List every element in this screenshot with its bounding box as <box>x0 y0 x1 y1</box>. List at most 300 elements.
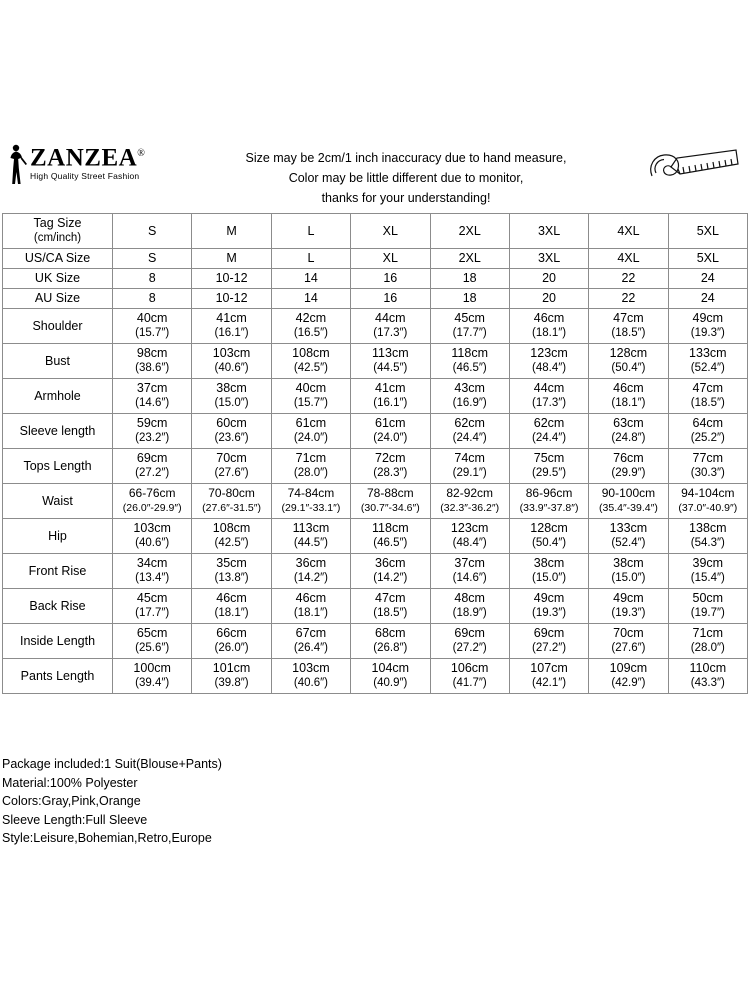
table-row-au-size <box>3 289 748 309</box>
row-label-back-rise: Back Rise <box>3 589 113 624</box>
cell-metric: 86-96cm <box>525 486 573 500</box>
cell <box>351 344 430 379</box>
cell-imperial: (18.1″) <box>611 397 646 409</box>
table-row-pants-length <box>3 659 748 694</box>
cell <box>271 519 350 554</box>
cell <box>113 414 192 449</box>
cell-metric: 47cm <box>375 591 406 605</box>
cell-metric: 82-92cm <box>446 486 494 500</box>
cell <box>509 414 588 449</box>
cell-metric: 65cm <box>136 626 168 640</box>
cell-metric: 103cm <box>212 346 251 360</box>
cell-metric: 61cm <box>375 416 406 430</box>
cell-metric: 110cm <box>689 661 727 675</box>
cell-metric: 59cm <box>136 416 168 430</box>
cell <box>509 554 588 589</box>
cell-metric: 36cm <box>375 556 406 570</box>
cell: 4XL <box>589 214 668 249</box>
cell-metric: 113cm <box>292 521 330 535</box>
cell <box>113 554 192 589</box>
cell-imperial: (52.4″) <box>690 362 725 374</box>
cell <box>589 589 668 624</box>
registered-mark: ® <box>137 148 146 159</box>
cell <box>351 379 430 414</box>
cell-imperial: (46.5″) <box>452 362 487 374</box>
row-label-au-size: AU Size <box>3 289 113 309</box>
cell-metric: 133cm <box>609 521 648 535</box>
cell: 3XL <box>509 249 588 269</box>
cell-metric: 118cm <box>451 346 488 360</box>
cell <box>192 659 271 694</box>
table-row-armhole <box>3 379 748 414</box>
cell <box>113 344 192 379</box>
cell: XL <box>351 249 430 269</box>
cell <box>430 589 509 624</box>
cell-metric: 34cm <box>136 556 168 570</box>
cell-imperial: (25.6″) <box>135 642 170 654</box>
cell <box>271 659 350 694</box>
cell-imperial: (16.5″) <box>293 327 328 339</box>
cell <box>351 484 430 519</box>
cell: 18 <box>430 269 509 289</box>
cell-imperial: (43.3″) <box>690 677 725 689</box>
cell-imperial: (28.0″) <box>293 467 328 479</box>
cell <box>668 554 747 589</box>
cell-imperial: (27.2″) <box>452 642 487 654</box>
cell-imperial: (27.2″) <box>532 642 567 654</box>
cell-imperial: (40.6″) <box>214 362 249 374</box>
cell-imperial: (15.4″) <box>690 572 725 584</box>
cell-imperial: (28.3″) <box>373 467 408 479</box>
cell-imperial: (17.7″) <box>452 327 487 339</box>
cell <box>192 379 271 414</box>
cell-imperial: (15.7″) <box>135 327 170 339</box>
table-row-bust <box>3 344 748 379</box>
cell-metric: 74cm <box>454 451 485 465</box>
table-row-sleeve-length <box>3 414 748 449</box>
cell-imperial: (50.4″) <box>611 362 646 374</box>
cell-imperial: (14.2″) <box>373 572 408 584</box>
cell-imperial: (30.7″-34.6″) <box>360 502 420 514</box>
cell-metric: 50cm <box>692 591 724 605</box>
cell-metric: 75cm <box>533 451 565 465</box>
cell <box>113 309 192 344</box>
cell-metric: 94-104cm <box>681 486 735 500</box>
cell-metric: 71cm <box>295 451 327 465</box>
cell-metric: 108cm <box>212 521 251 535</box>
cell <box>271 344 350 379</box>
cell-metric: 74-84cm <box>287 486 335 500</box>
cell-metric: 40cm <box>136 311 168 325</box>
cell <box>509 589 588 624</box>
cell <box>192 414 271 449</box>
cell <box>113 484 192 519</box>
cell-imperial: (54.3″) <box>690 537 725 549</box>
cell-imperial: (14.6″) <box>452 572 487 584</box>
cell: 10-12 <box>192 289 271 309</box>
cell-imperial: (16.1″) <box>214 327 249 339</box>
cell <box>668 309 747 344</box>
cell-metric: 128cm <box>609 346 648 360</box>
cell-imperial: (38.6″) <box>135 362 170 374</box>
cell-imperial: (24.0″) <box>293 432 328 444</box>
cell-metric: 70cm <box>216 451 247 465</box>
cell <box>589 309 668 344</box>
cell <box>589 449 668 484</box>
row-label-uk-size: UK Size <box>3 269 113 289</box>
cell <box>271 554 350 589</box>
cell-metric: 76cm <box>613 451 644 465</box>
cell: 18 <box>430 289 509 309</box>
disclaimer-line-1: Size may be 2cm/1 inch inaccuracy due to hand measure, <box>245 151 567 165</box>
cell: 8 <box>113 289 192 309</box>
cell-imperial: (44.5″) <box>293 537 328 549</box>
measurement-disclaimer <box>182 140 630 208</box>
row-label-tag-size <box>3 214 113 249</box>
cell-imperial: (40.6″) <box>293 677 328 689</box>
cell-metric: 39cm <box>692 556 724 570</box>
cell <box>589 659 668 694</box>
cell <box>668 379 747 414</box>
table-row-tops-length <box>3 449 748 484</box>
measuring-tape-icon <box>630 140 750 202</box>
cell-imperial: (42.5″) <box>214 537 249 549</box>
cell-imperial: (37.0″-40.9″) <box>678 502 738 514</box>
cell-metric: 42cm <box>295 311 327 325</box>
cell <box>113 519 192 554</box>
cell-metric: 37cm <box>454 556 485 570</box>
cell-metric: 123cm <box>530 346 568 360</box>
cell-imperial: (15.0″) <box>532 572 567 584</box>
cell <box>668 484 747 519</box>
cell: L <box>271 249 350 269</box>
cell-metric: 68cm <box>375 626 406 640</box>
cell <box>192 484 271 519</box>
cell-imperial: (27.6″) <box>214 467 249 479</box>
cell-imperial: (35.4″-39.4″) <box>599 502 658 514</box>
cell <box>509 519 588 554</box>
cell <box>430 554 509 589</box>
cell <box>351 414 430 449</box>
cell-imperial: (33.9″-37.8″) <box>519 502 579 514</box>
cell-metric: 49cm <box>533 591 565 605</box>
cell <box>271 484 350 519</box>
cell: 20 <box>509 269 588 289</box>
cell <box>192 554 271 589</box>
cell-imperial: (29.9″) <box>611 467 646 479</box>
cell-metric: 104cm <box>371 661 410 675</box>
cell <box>271 624 350 659</box>
cell-metric: 38cm <box>216 381 247 395</box>
cell: L <box>271 214 350 249</box>
cell: 16 <box>351 289 430 309</box>
cell <box>192 519 271 554</box>
cell <box>113 659 192 694</box>
cell-metric: 46cm <box>216 591 247 605</box>
chart-header <box>0 140 750 212</box>
cell-imperial: (41.7″) <box>452 677 487 689</box>
table-row-uk-size <box>3 269 748 289</box>
cell-metric: 71cm <box>692 626 724 640</box>
cell-metric: 44cm <box>533 381 565 395</box>
row-label-inside-length: Inside Length <box>3 624 113 659</box>
cell: 24 <box>668 289 747 309</box>
cell-imperial: (42.5″) <box>293 362 328 374</box>
cell: 16 <box>351 269 430 289</box>
cell-imperial: (18.9″) <box>452 607 487 619</box>
cell: S <box>113 249 192 269</box>
cell <box>668 589 747 624</box>
cell-metric: 49cm <box>613 591 644 605</box>
cell-imperial: (27.6″) <box>611 642 646 654</box>
cell-metric: 45cm <box>136 591 168 605</box>
cell <box>589 414 668 449</box>
size-chart-table <box>2 213 748 694</box>
cell-metric: 72cm <box>375 451 406 465</box>
cell-metric: 67cm <box>295 626 327 640</box>
cell-imperial: (15.0″) <box>611 572 646 584</box>
cell-imperial: (23.2″) <box>135 432 170 444</box>
cell-metric: 60cm <box>216 416 247 430</box>
cell <box>113 379 192 414</box>
cell <box>589 344 668 379</box>
cell-imperial: (29.1″-33.1″) <box>281 502 341 514</box>
cell-imperial: (42.1″) <box>532 677 567 689</box>
cell-metric: 109cm <box>609 661 648 675</box>
row-label-waist: Waist <box>3 484 113 519</box>
cell-imperial: (19.7″) <box>690 607 725 619</box>
cell-imperial: (29.5″) <box>532 467 567 479</box>
cell <box>351 659 430 694</box>
cell-imperial: (14.6″) <box>135 397 170 409</box>
cell-metric: 40cm <box>295 381 327 395</box>
product-details <box>2 755 742 848</box>
cell: 10-12 <box>192 269 271 289</box>
row-label-pants-length: Pants Length <box>3 659 113 694</box>
cell <box>113 449 192 484</box>
cell-metric: 46cm <box>533 311 565 325</box>
table-row-tag-size <box>3 214 748 249</box>
cell: XL <box>351 214 430 249</box>
cell-metric: 66-76cm <box>128 486 176 500</box>
cell-imperial: (15.7″) <box>293 397 328 409</box>
cell-metric: 69cm <box>454 626 485 640</box>
cell: 3XL <box>509 214 588 249</box>
cell-imperial: (46.5″) <box>373 537 408 549</box>
cell-imperial: (19.3″) <box>690 327 725 339</box>
cell-metric: 69cm <box>533 626 565 640</box>
cell <box>509 344 588 379</box>
cell <box>430 484 509 519</box>
cell-imperial: (26.4″) <box>293 642 328 654</box>
cell-imperial: (42.9″) <box>611 677 646 689</box>
cell-imperial: (39.8″) <box>214 677 249 689</box>
cell <box>430 344 509 379</box>
cell-metric: 100cm <box>133 661 171 675</box>
cell-imperial: (32.3″-36.2″) <box>440 502 500 514</box>
cell-imperial: (26.8″) <box>373 642 408 654</box>
cell-imperial: (27.2″) <box>135 467 170 479</box>
cell <box>271 589 350 624</box>
row-label-tops-length: Tops Length <box>3 449 113 484</box>
row-label-unit: (cm/inch) <box>33 232 82 244</box>
row-label-front-rise: Front Rise <box>3 554 113 589</box>
cell-metric: 63cm <box>613 416 644 430</box>
cell <box>430 659 509 694</box>
cell-metric: 66cm <box>216 626 247 640</box>
cell <box>192 589 271 624</box>
cell-imperial: (19.3″) <box>532 607 567 619</box>
cell-imperial: (44.5″) <box>373 362 408 374</box>
disclaimer-line-3: thanks for your understanding! <box>321 191 491 205</box>
cell-imperial: (17.3″) <box>532 397 567 409</box>
cell <box>192 624 271 659</box>
cell <box>509 624 588 659</box>
cell: M <box>192 214 271 249</box>
cell-imperial: (24.4″) <box>532 432 567 444</box>
cell-imperial: (40.9″) <box>373 677 408 689</box>
cell-metric: 49cm <box>692 311 724 325</box>
cell: 20 <box>509 289 588 309</box>
table-row-inside-length <box>3 624 748 659</box>
cell-metric: 133cm <box>689 346 727 360</box>
cell <box>589 624 668 659</box>
cell-metric: 62cm <box>454 416 485 430</box>
cell: 24 <box>668 269 747 289</box>
cell-metric: 103cm <box>133 521 171 535</box>
brand-logo <box>0 140 182 186</box>
cell <box>351 309 430 344</box>
cell-metric: 47cm <box>613 311 644 325</box>
cell-metric: 103cm <box>292 661 330 675</box>
cell-imperial: (18.1″) <box>214 607 249 619</box>
cell-imperial: (17.3″) <box>373 327 408 339</box>
cell: 2XL <box>430 214 509 249</box>
cell <box>192 344 271 379</box>
cell <box>668 659 747 694</box>
cell-metric: 45cm <box>454 311 485 325</box>
cell-imperial: (18.1″) <box>293 607 328 619</box>
cell <box>509 484 588 519</box>
cell-imperial: (39.4″) <box>135 677 170 689</box>
cell <box>113 589 192 624</box>
cell <box>271 414 350 449</box>
cell <box>430 414 509 449</box>
cell-imperial: (13.8″) <box>214 572 249 584</box>
detail-colors: Colors:Gray,Pink,Orange <box>2 794 141 808</box>
cell-metric: 107cm <box>530 661 568 675</box>
cell: 22 <box>589 269 668 289</box>
cell: 5XL <box>668 249 747 269</box>
cell-imperial: (23.6″) <box>214 432 249 444</box>
cell-metric: 123cm <box>450 521 489 535</box>
table-row-back-rise <box>3 589 748 624</box>
detail-style: Style:Leisure,Bohemian,Retro,Europe <box>2 831 212 845</box>
cell-metric: 36cm <box>295 556 327 570</box>
cell <box>668 449 747 484</box>
cell-metric: 62cm <box>533 416 565 430</box>
cell-metric: 41cm <box>216 311 247 325</box>
cell <box>430 379 509 414</box>
cell-metric: 90-100cm <box>601 486 656 500</box>
detail-sleeve-length: Sleeve Length:Full Sleeve <box>2 812 148 827</box>
cell-metric: 128cm <box>530 521 568 535</box>
cell-imperial: (30.3″) <box>690 467 725 479</box>
cell-metric: 47cm <box>692 381 724 395</box>
cell-imperial: (28.0″) <box>690 642 725 654</box>
cell <box>430 519 509 554</box>
cell-metric: 69cm <box>136 451 168 465</box>
table-row-us-ca-size <box>3 249 748 269</box>
cell-imperial: (48.4″) <box>452 537 487 549</box>
row-label-hip: Hip <box>3 519 113 554</box>
cell-imperial: (13.4″) <box>135 572 170 584</box>
brand-tagline: High Quality Street Fashion <box>30 171 140 182</box>
cell-metric: 37cm <box>136 381 168 395</box>
cell-metric: 101cm <box>212 661 251 675</box>
cell-metric: 38cm <box>613 556 644 570</box>
cell-imperial: (24.0″) <box>373 432 408 444</box>
cell: S <box>113 214 192 249</box>
table-row-shoulder <box>3 309 748 344</box>
table-row-front-rise <box>3 554 748 589</box>
cell-imperial: (18.5″) <box>373 607 408 619</box>
table-row-waist <box>3 484 748 519</box>
cell-metric: 113cm <box>372 346 409 360</box>
cell <box>509 449 588 484</box>
cell <box>668 414 747 449</box>
cell: 2XL <box>430 249 509 269</box>
cell <box>271 379 350 414</box>
cell: 14 <box>271 269 350 289</box>
row-label-armhole: Armhole <box>3 379 113 414</box>
cell-metric: 98cm <box>136 346 168 360</box>
cell-imperial: (40.6″) <box>135 537 170 549</box>
cell-imperial: (25.2″) <box>690 432 725 444</box>
cell-imperial: (18.1″) <box>532 327 567 339</box>
cell <box>668 344 747 379</box>
cell-imperial: (16.1″) <box>373 397 408 409</box>
cell-metric: 64cm <box>692 416 724 430</box>
cell <box>589 519 668 554</box>
cell-imperial: (26.0″-29.9″) <box>122 502 182 514</box>
cell-imperial: (27.6″-31.5″) <box>202 502 261 514</box>
cell <box>271 309 350 344</box>
cell-metric: 61cm <box>295 416 327 430</box>
fashion-model-icon <box>6 144 28 186</box>
cell: 22 <box>589 289 668 309</box>
cell-imperial: (17.7″) <box>135 607 170 619</box>
brand-name: ZANZEA® <box>30 144 146 172</box>
row-label-shoulder: Shoulder <box>3 309 113 344</box>
cell-metric: 70-80cm <box>208 486 255 500</box>
cell <box>351 589 430 624</box>
cell-metric: 108cm <box>292 346 330 360</box>
detail-material: Material:100% Polyester <box>2 775 138 790</box>
cell: M <box>192 249 271 269</box>
row-label-text: Tag Size <box>33 216 82 230</box>
cell-metric: 44cm <box>375 311 406 325</box>
row-label-bust: Bust <box>3 344 113 379</box>
cell-imperial: (26.0″) <box>214 642 249 654</box>
cell <box>589 379 668 414</box>
cell-imperial: (18.5″) <box>611 327 646 339</box>
cell <box>430 624 509 659</box>
disclaimer-line-2: Color may be little different due to monitor, <box>288 171 524 185</box>
cell <box>509 379 588 414</box>
cell-metric: 70cm <box>613 626 644 640</box>
row-label-us-ca-size: US/CA Size <box>3 249 113 269</box>
